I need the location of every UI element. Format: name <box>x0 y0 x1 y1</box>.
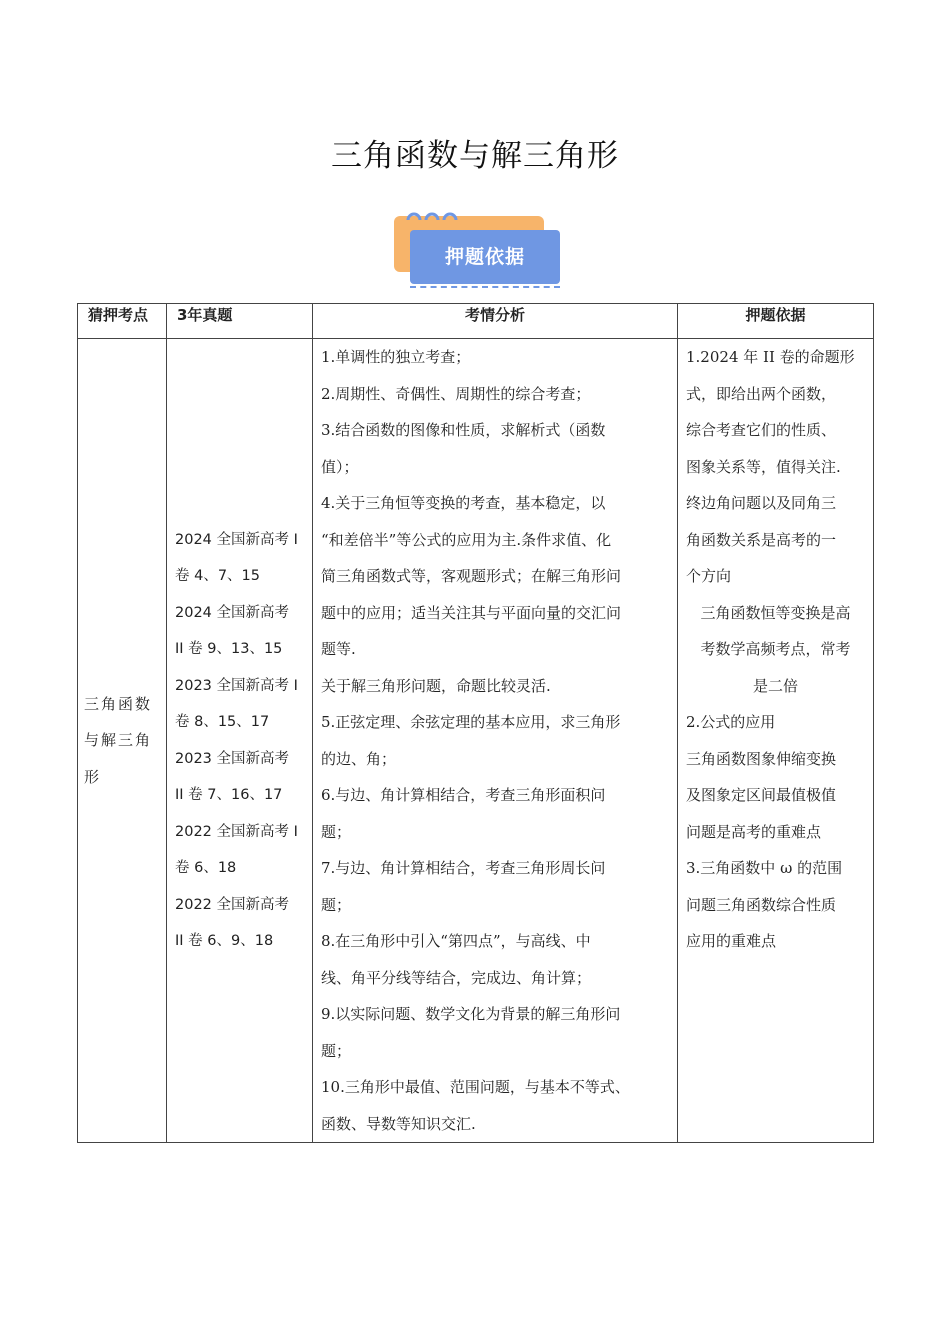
basis-line: 综合考查它们的性质、 <box>686 421 837 439</box>
analysis-line: 题； <box>321 1041 352 1060</box>
exam-line: 2024 全国新高考 <box>175 604 290 621</box>
basis-line: 2.公式的应用 <box>686 713 776 731</box>
ring-binder-icon <box>404 202 464 224</box>
basis-line: 考数学高频考点，常考 <box>700 640 851 658</box>
exam-line: 2022 全国新高考 <box>175 896 290 913</box>
table-header-row <box>78 304 874 339</box>
basis-line: 问题是高考的重难点 <box>686 822 822 841</box>
exam-line: 卷 8、15、17 <box>175 714 270 730</box>
basis-line: 问题三角函数综合性质 <box>686 895 837 914</box>
analysis-line: 9.以实际问题、数学文化为背景的解三角形问 <box>321 1005 621 1023</box>
section-badge <box>392 200 567 290</box>
analysis-line: 2.周期性、奇偶性、周期性的综合考查； <box>321 384 591 403</box>
exam-line: 卷 6、18 <box>175 860 237 876</box>
analysis-line: 关于解三角形问题，命题比较灵活. <box>321 676 551 695</box>
header-exams: 3年真题 <box>167 304 313 339</box>
table-row <box>78 339 874 1143</box>
basis-line: 式，即给出两个函数， <box>686 384 837 403</box>
basis-line: 三角函数恒等变换是高 <box>700 603 851 622</box>
analysis-line: 值）； <box>321 457 359 476</box>
analysis-cell <box>313 339 678 1143</box>
exam-line: 2024 全国新高考 I <box>175 531 298 548</box>
basis-line: 及图象定区间最值极值 <box>686 786 837 804</box>
header-topic: 猜押考点 <box>78 304 167 339</box>
analysis-line: 5.正弦定理、余弦定理的基本应用，求三角形 <box>321 713 621 731</box>
basis-line: 三角函数图象伸缩变换 <box>686 749 837 768</box>
analysis-line: 线、角平分线等结合，完成边、角计算； <box>321 968 592 987</box>
basis-cell <box>678 339 874 1143</box>
topic-cell: 三角函数与解三角形 <box>78 339 167 1143</box>
analysis-line: 1.单调性的独立考查； <box>321 348 471 366</box>
exam-line: 2023 全国新高考 I <box>175 677 298 694</box>
analysis-line: 4.关于三角恒等变换的考查，基本稳定，以 <box>321 494 606 512</box>
header-analysis: 考情分析 <box>313 304 678 339</box>
page-title: 三角函数与解三角形 <box>331 138 619 174</box>
basis-line: 1.2024 年 II 卷的命题形 <box>686 348 855 366</box>
analysis-line: 7.与边、角计算相结合，考查三角形周长问 <box>321 859 606 877</box>
analysis-line: 10.三角形中最值、范围问题，与基本不等式、 <box>321 1078 630 1096</box>
exam-line: 2022 全国新高考 I <box>175 823 298 840</box>
analysis-line: 题中的应用；适当关注其与平面向量的交汇问 <box>321 603 622 622</box>
basis-line: 是二倍 <box>752 676 798 695</box>
analysis-line: “和差倍半”等公式的应用为主.条件求值、化 <box>321 530 612 549</box>
basis-line: 应用的重难点 <box>686 932 777 950</box>
analysis-line: 8.在三角形中引入“第四点”，与高线、中 <box>321 932 591 950</box>
exam-line: II 卷 6、9、18 <box>175 933 274 949</box>
badge-dashed-underline <box>410 286 560 288</box>
basis-line: 角函数关系是高考的一 <box>686 530 837 549</box>
exams-cell <box>167 339 313 1143</box>
analysis-line: 题； <box>321 822 352 841</box>
exam-analysis-table <box>77 303 874 1143</box>
exam-line: II 卷 7、16、17 <box>175 787 283 803</box>
analysis-line: 题； <box>321 895 352 914</box>
analysis-line: 简三角函数式等，客观题形式；在解三角形问 <box>321 567 622 585</box>
analysis-line: 6.与边、角计算相结合，考查三角形面积问 <box>321 786 606 804</box>
header-basis: 押题依据 <box>678 304 874 339</box>
analysis-line: 题等. <box>321 640 356 658</box>
analysis-line: 3.结合函数的图像和性质，求解析式（函数 <box>321 421 606 439</box>
analysis-line: 函数、导数等知识交汇. <box>321 1114 476 1133</box>
basis-line: 图象关系等，值得关注. <box>686 457 841 476</box>
basis-line: 个方向 <box>686 567 732 585</box>
basis-line: 3.三角函数中 ω 的范围 <box>686 859 843 877</box>
exam-line: 卷 4、7、15 <box>175 568 261 584</box>
exam-line: II 卷 9、13、15 <box>175 641 283 657</box>
analysis-line: 的边、角； <box>321 749 397 768</box>
badge-label: 押题依据 <box>444 246 525 268</box>
basis-line: 终边角问题以及同角三 <box>686 494 837 512</box>
exam-line: 2023 全国新高考 <box>175 750 290 767</box>
